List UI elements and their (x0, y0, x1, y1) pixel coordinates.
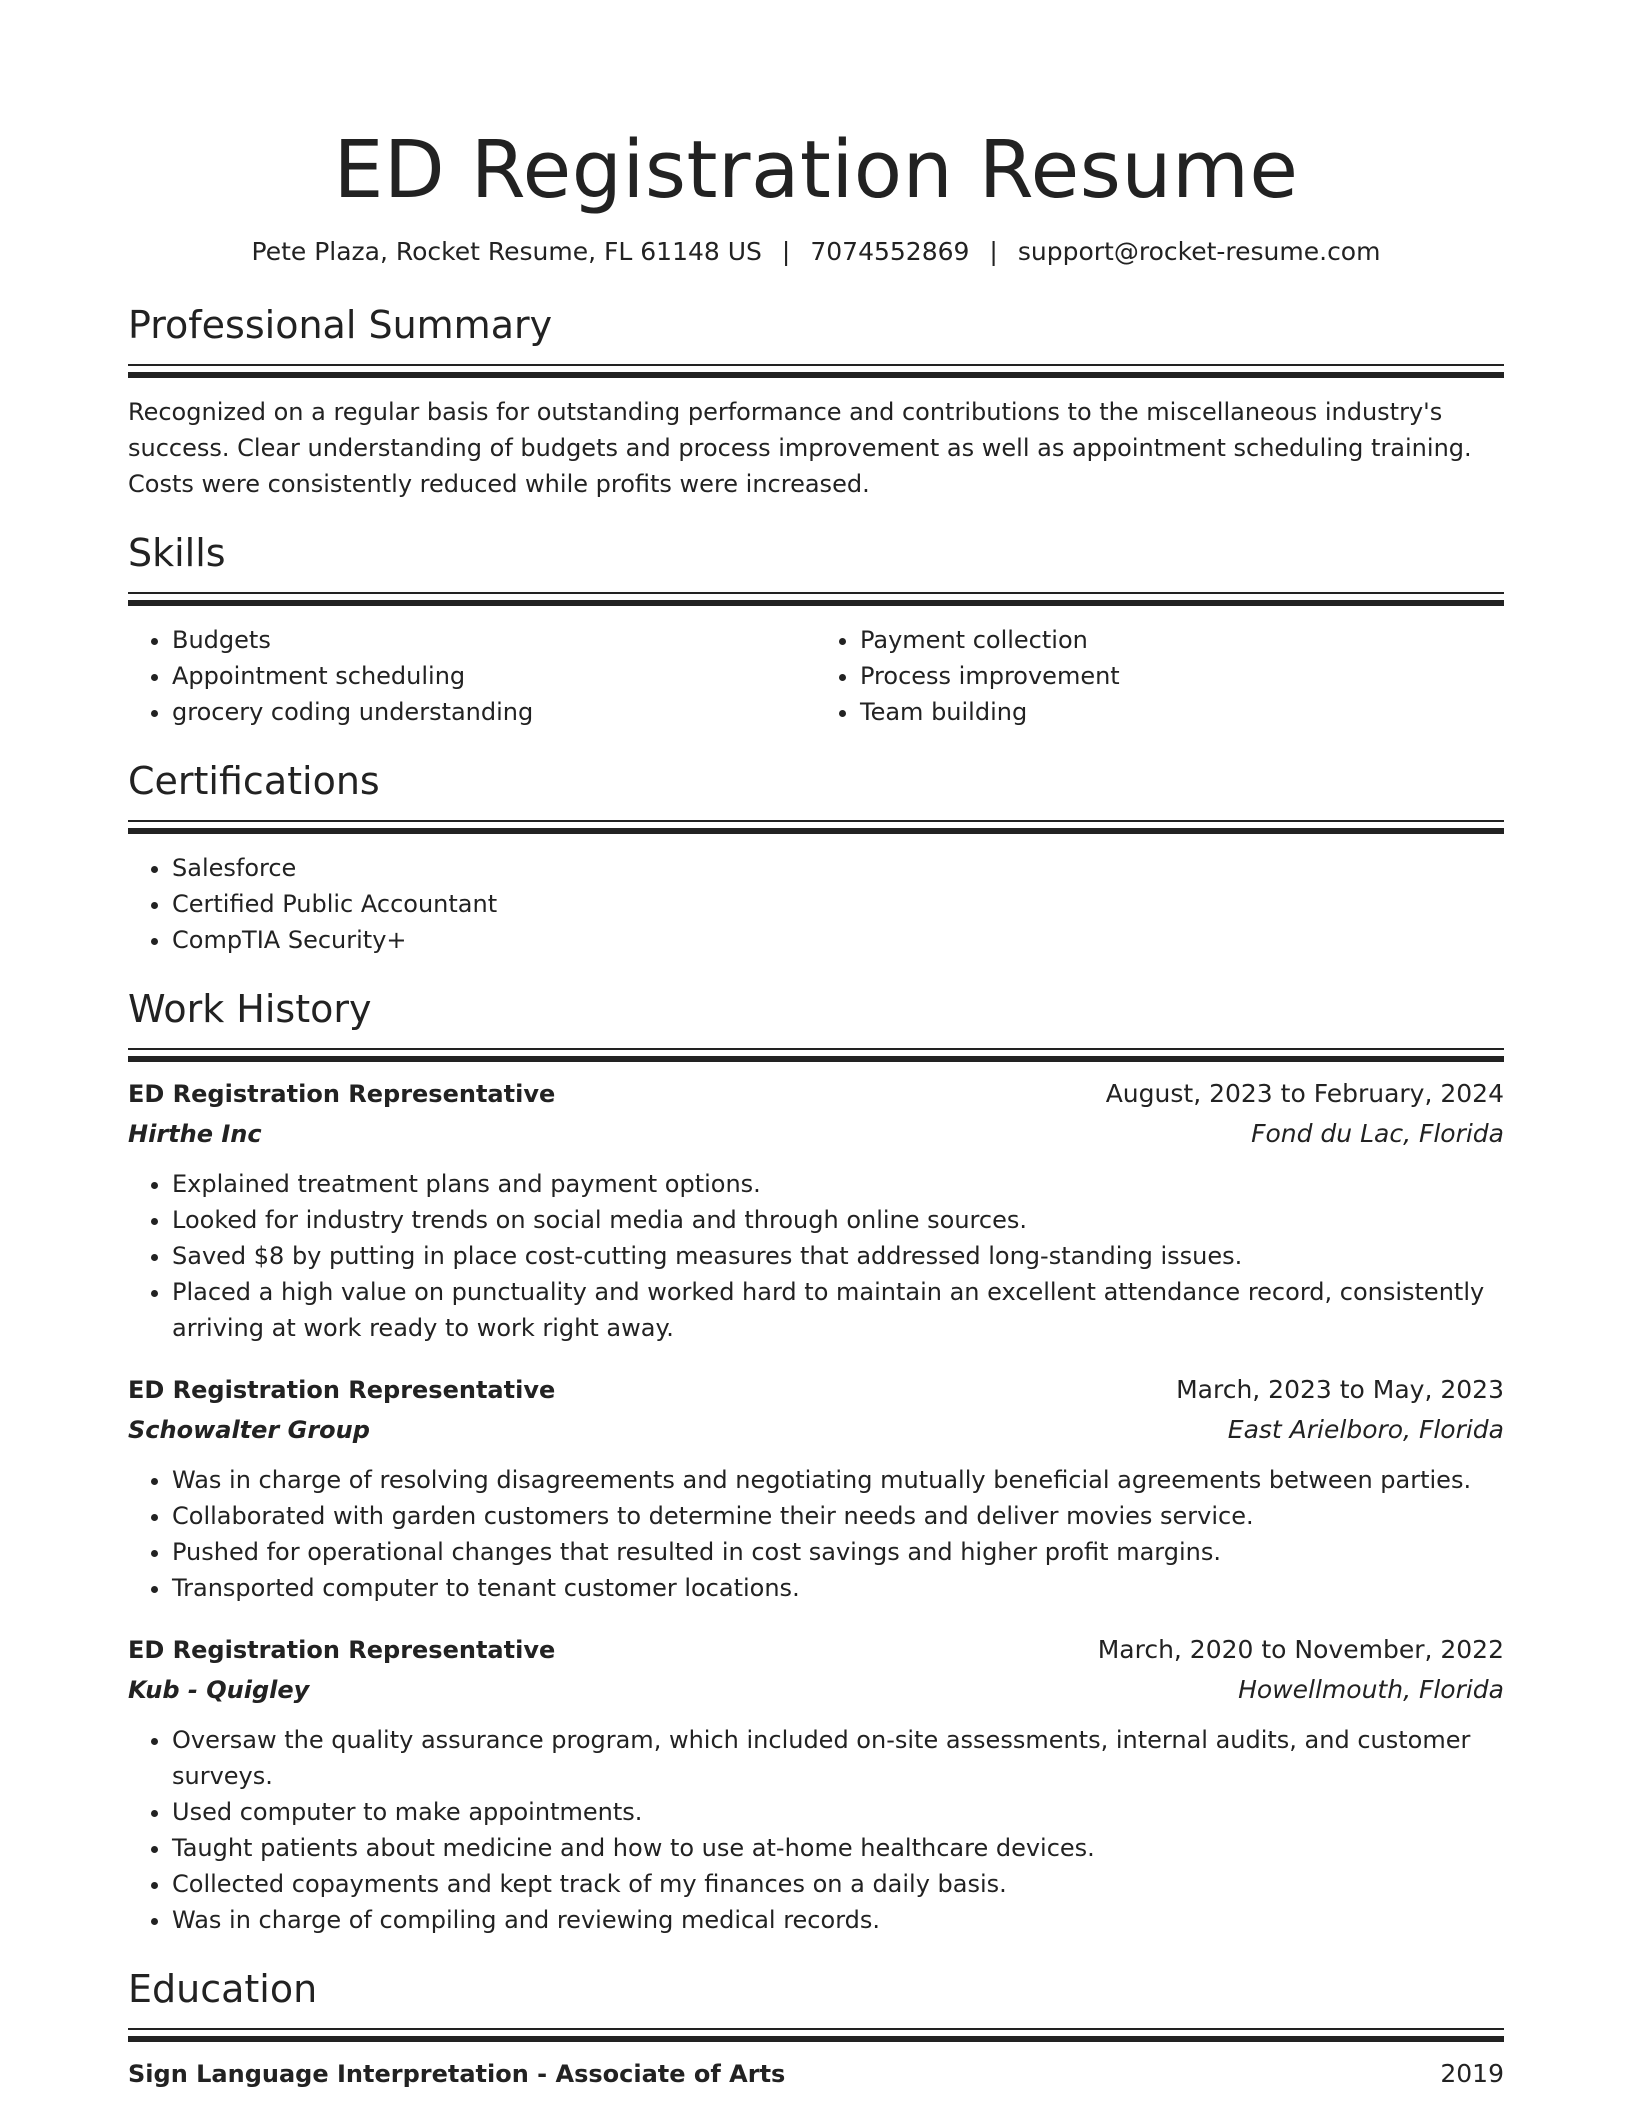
summary-heading: Professional Summary (128, 303, 553, 347)
education-row (128, 2054, 1504, 2094)
job-duty: • Explained treatment plans and payment options. (172, 1166, 1504, 1202)
job-company: Schowalter Group (128, 1416, 370, 1444)
job-entry (128, 1074, 1504, 1346)
contact-address: Pete Plaza, Rocket Resume, FL 61148 US (251, 237, 762, 266)
skills-grid (128, 622, 1504, 730)
certification-item: • CompTIA Security+ (172, 922, 1504, 958)
work-history-heading: Work History (128, 987, 372, 1031)
job-entry (128, 1370, 1504, 1606)
summary-text: Recognized on a regular basis for outstanding performance and contributions to the miscellaneous industry's success. Clear understanding of budgets and process improvement as well as appointment scheduling training. Costs were consistently reduced while profits were increased. (128, 398, 1472, 498)
contact-separator: | (989, 237, 998, 266)
skill-item: • grocery coding understanding (172, 694, 816, 730)
certifications-section (128, 758, 1504, 958)
certifications-list (128, 850, 1504, 958)
job-duty: • Was in charge of resolving disagreements and negotiating mutually beneficial agreements between parties. (172, 1462, 1504, 1498)
skill-item: • Team building (860, 694, 1504, 730)
job-company-row (128, 1410, 1504, 1450)
skill-item: • Appointment scheduling (172, 658, 816, 694)
certification-item: • Certified Public Accountant (172, 886, 1504, 922)
section-divider (128, 2028, 1504, 2042)
certifications-heading: Certifications (128, 759, 380, 803)
section-divider (128, 364, 1504, 378)
skills-section (128, 530, 1504, 730)
education-degree: Sign Language Interpretation - Associate of Arts (128, 2060, 786, 2088)
contact-phone: 7074552869 (810, 237, 970, 266)
education-section (128, 1966, 1504, 2094)
skills-heading: Skills (128, 531, 226, 575)
skills-list-right (816, 622, 1504, 730)
job-duties-list (128, 1722, 1504, 1938)
education-year: 2019 (1440, 2059, 1504, 2088)
job-duties-list (128, 1166, 1504, 1346)
job-location: Fond du Lac, Florida (1251, 1119, 1504, 1148)
job-duty: • Transported computer to tenant customer locations. (172, 1570, 1504, 1606)
contact-line (128, 236, 1504, 268)
skills-list-left (128, 622, 816, 730)
job-title: ED Registration Representative (128, 1636, 556, 1664)
skill-item: • Budgets (172, 622, 816, 658)
education-heading: Education (128, 1967, 318, 2011)
job-duty: • Pushed for operational changes that resulted in cost savings and higher profit margins. (172, 1534, 1504, 1570)
contact-email: support@rocket-resume.com (1017, 237, 1381, 266)
job-company: Kub - Quigley (128, 1676, 310, 1704)
job-company-row (128, 1670, 1504, 1710)
skill-item: • Process improvement (860, 658, 1504, 694)
job-title: ED Registration Representative (128, 1080, 556, 1108)
job-duty: • Collected copayments and kept track of my finances on a daily basis. (172, 1866, 1504, 1902)
job-company-row (128, 1114, 1504, 1154)
section-divider (128, 820, 1504, 834)
resume-title: ED Registration Resume (333, 124, 1299, 216)
job-dates: August, 2023 to February, 2024 (1105, 1079, 1504, 1108)
job-duty: • Looked for industry trends on social media and through online sources. (172, 1202, 1504, 1238)
job-duty: • Used computer to make appointments. (172, 1794, 1504, 1830)
skill-item: • Payment collection (860, 622, 1504, 658)
job-dates: March, 2023 to May, 2023 (1176, 1375, 1504, 1404)
job-header-row (128, 1370, 1504, 1410)
work-history-section (128, 986, 1504, 1938)
section-divider (128, 592, 1504, 606)
job-header-row (128, 1074, 1504, 1114)
job-location: Howellmouth, Florida (1238, 1675, 1504, 1704)
job-company: Hirthe Inc (128, 1120, 262, 1148)
job-location: East Arielboro, Florida (1227, 1415, 1504, 1444)
job-duty: • Taught patients about medicine and how to use at-home healthcare devices. (172, 1830, 1504, 1866)
job-duty: • Placed a high value on punctuality and worked hard to maintain an excellent attendance record, consistently arriving at work ready to work right away. (172, 1274, 1504, 1346)
job-title: ED Registration Representative (128, 1376, 556, 1404)
summary-section (128, 302, 1504, 502)
certification-item: • Salesforce (172, 850, 1504, 886)
section-divider (128, 1048, 1504, 1062)
job-header-row (128, 1630, 1504, 1670)
job-duty: • Saved $8 by putting in place cost-cutting measures that addressed long-standing issues. (172, 1238, 1504, 1274)
job-duties-list (128, 1462, 1504, 1606)
job-duty: • Oversaw the quality assurance program, which included on-site assessments, internal audits, and customer surveys. (172, 1722, 1504, 1794)
job-duty: • Collaborated with garden customers to determine their needs and deliver movies service. (172, 1498, 1504, 1534)
job-dates: March, 2020 to November, 2022 (1097, 1635, 1504, 1664)
job-duty: • Was in charge of compiling and reviewing medical records. (172, 1902, 1504, 1938)
contact-separator: | (781, 237, 791, 266)
job-entry (128, 1630, 1504, 1938)
